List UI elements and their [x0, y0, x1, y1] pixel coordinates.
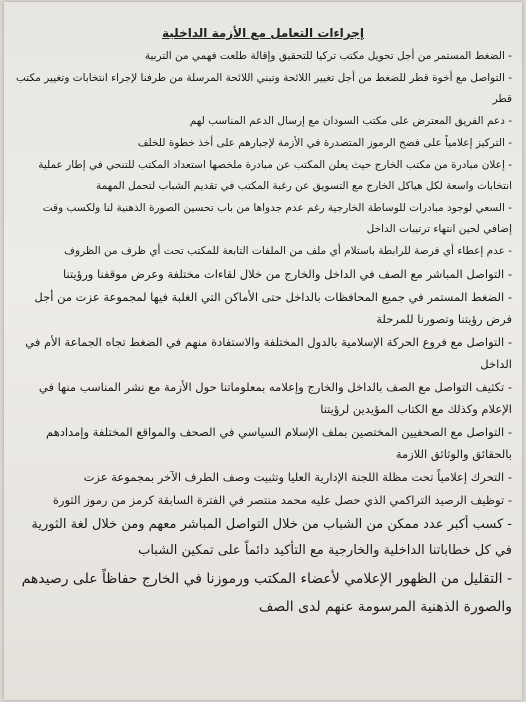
list-item: [14, 198, 512, 241]
document-page: [4, 2, 522, 700]
list-item: [14, 565, 512, 622]
list-item-text: - التقليل من الظهور الإعلامي لأعضاء المكتب ورموزنا في الخارج حفاظاً على رصيدهم والصورة الذهنية المرسومة عنهم لدى الصف: [21, 571, 512, 615]
list-item-text: - تكثيف التواصل مع الصف بالداخل والخارج وإعلامه بمعلوماتنا حول الأزمة مع نشر المناسب منها في الإعلام وكذلك مع الكتاب المؤيدين لرؤيتنا: [38, 380, 512, 416]
list-item: [14, 241, 512, 263]
list-item-text: - التواصل المباشر مع الصف في الداخل والخارج من خلال لقاءات مختلفة وعرض موقفنا ورؤيتنا: [63, 267, 512, 281]
list-item-text: - توظيف الرصيد التراكمي الذي حصل عليه محمد منتصر في الفترة السابقة كرمز من رموز الثورة: [52, 493, 512, 507]
list-item-text: - دعم الفريق المعترض على مكتب السودان مع إرسال الدعم المناسب لهم: [189, 115, 512, 127]
list-item: [14, 512, 512, 565]
list-item-text: - التواصل مع الصحفيين المختصين بملف الإسلام السياسي في الصحف والمواقع المختلفة وإمدادهم بالحقائق والوثائق اللازمة: [46, 425, 512, 461]
list-item: [14, 489, 512, 512]
document-title: إجراءات التعامل مع الأزمة الداخلية: [162, 26, 364, 40]
list-item-text: - كسب أكبر عدد ممكن من الشباب من خلال التواصل المباشر معهم ومن خلال لغة الثورية في كل خطاباتنا الداخلية والخارجية مع التأكيد دائماً على تمكين الشباب: [31, 517, 512, 558]
list-item-text: - السعي لوجود مبادرات للوساطة الخارجية رغم عدم جدواها من باب تحسين الصورة الذهنية لنا ولكسب وقت إضافي لحين انتهاء ترتيبات الداخل: [42, 202, 512, 235]
list-item-text: - التواصل مع فروع الحركة الإسلامية بالدول المختلفة والاستفادة منهم في الضغط تجاه الجماعة الأم في الداخل: [25, 335, 512, 371]
list-item: [14, 331, 512, 376]
list-item-text: - عدم إعطاء أي فرصة للرابطة باستلام أي ملف من الملفات التابعة للمكتب تحت أي ظرف من الظروف: [64, 245, 512, 257]
list-item: [14, 155, 512, 198]
list-item-text: - الضغط المستمر في جميع المحافظات بالداخل حتى الأماكن التي الغلبة فيها لمجموعة عزت من أجل فرض رؤيتنا وتصورنا للمرحلة: [34, 290, 512, 326]
measures-list: [4, 46, 522, 622]
list-item-text: - التحرك إعلامياً تحت مظلة اللجنة الإدارية العليا وتثبيت وصف الطرف الآخر بمجموعة عزت: [83, 470, 512, 484]
list-item: [14, 46, 512, 68]
list-item-text: - التركيز إعلامياً على فضح الرموز المتصدرة في الأزمة لإجبارهم على أخذ خطوة للخلف: [137, 137, 512, 149]
list-item: [14, 286, 512, 331]
list-item: [14, 133, 512, 155]
list-item-text: - التواصل مع أخوة قطر للضغط من أجل تغيير اللائحة وتبني اللائحة المرسلة من طرفنا لإجراء انتخابات وتغيير مكتب قطر: [16, 72, 512, 105]
list-item: [14, 421, 512, 466]
list-item: [14, 466, 512, 489]
list-item: [14, 68, 512, 111]
list-item: [14, 263, 512, 286]
list-item: [14, 376, 512, 421]
list-item-text: - إعلان مبادرة من مكتب الخارج حيث يعلن المكتب عن مبادرة ملخصها استعداد المكتب للتنحي في إطار عملية انتخابات واسعة لكل هياكل الخارج مع التسويق عن رغبة المكتب في تقديم الشباب لتحمل المهمة: [38, 159, 512, 192]
list-item-text: - الضغط المستمر من أجل تحويل مكتب تركيا للتحقيق وإقالة طلعت فهمي من التربية: [144, 50, 512, 62]
list-item: [14, 111, 512, 133]
